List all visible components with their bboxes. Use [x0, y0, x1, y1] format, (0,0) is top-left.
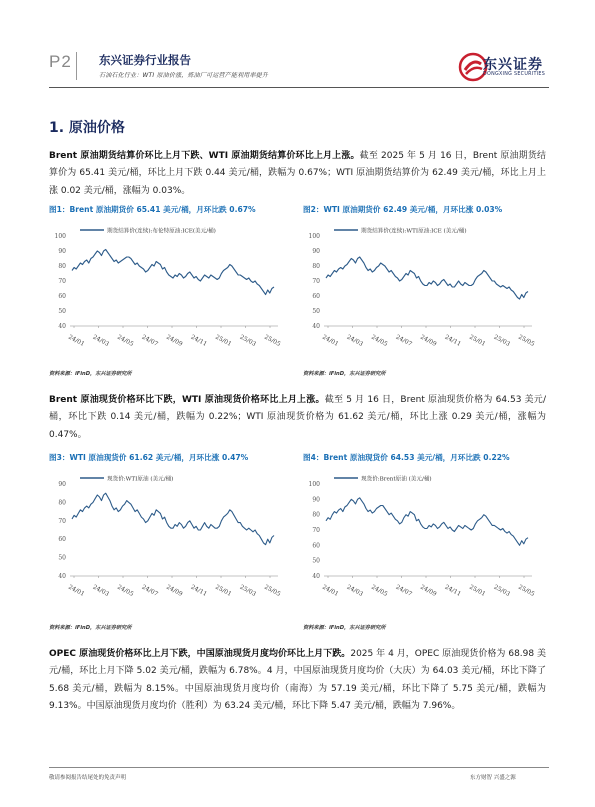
y-tick-label: 40 — [312, 573, 320, 580]
y-tick-label: 70 — [58, 278, 66, 285]
chart-brent-spot — [298, 470, 546, 612]
logo-en-text: DONGXING SECURITIES — [483, 72, 546, 77]
figure-3-source: 资料来源：iFinD，东兴证券研究所 — [49, 625, 132, 631]
legend-label: 期货结算价(连续):布伦特原油:ICE(美元/桶) — [107, 228, 216, 235]
logo-cn-text: 东兴证券 — [483, 57, 543, 73]
x-tick-label: 24/09 — [165, 583, 184, 598]
x-tick-label: 24/07 — [140, 583, 160, 598]
figure-1-source: 资料来源：iFinD，东兴证券研究所 — [49, 371, 132, 377]
chart-wti-futures — [298, 222, 546, 362]
figure-4-source: 资料来源：iFinD，东兴证券研究所 — [303, 625, 386, 631]
x-tick-label: 24/11 — [189, 333, 209, 348]
x-tick-label: 24/01 — [321, 333, 340, 348]
y-tick-label: 90 — [312, 496, 320, 504]
y-tick-label: 80 — [58, 499, 66, 507]
y-tick-label: 100 — [308, 481, 320, 488]
x-tick-label: 24/09 — [419, 583, 438, 598]
x-tick-label: 24/07 — [394, 333, 414, 348]
y-tick-label: 100 — [308, 233, 320, 240]
figure-4-title: 图4：Brent 原油现货价 64.53 美元/桶，月环比跌 0.22% — [303, 453, 510, 462]
y-tick-label: 50 — [312, 557, 320, 565]
y-tick-label: 80 — [312, 263, 320, 270]
header-divider — [76, 52, 77, 80]
chart-wti-spot — [44, 470, 292, 612]
report-title: 东兴证券行业报告 — [99, 53, 191, 67]
x-tick-label: 24/01 — [67, 583, 86, 598]
figure-2-title: 图2：WTI 原油期货价 62.49 美元/桶，月环比涨 0.03% — [303, 205, 503, 214]
report-subtitle: 石油石化行业：WTI 原油价涨，炼油厂可运营产能利用率提升 — [99, 72, 269, 79]
y-tick-label: 60 — [312, 542, 320, 550]
x-tick-label: 24/01 — [67, 333, 86, 348]
y-tick-label: 90 — [58, 248, 66, 255]
y-tick-label: 60 — [58, 536, 66, 544]
chart-brent-futures — [44, 222, 292, 362]
x-tick-label: 24/07 — [394, 583, 414, 598]
x-tick-label: 25/03 — [492, 583, 512, 598]
x-tick-label: 24/03 — [345, 583, 365, 598]
x-tick-label: 24/05 — [370, 333, 389, 348]
footer-disclaimer: 敬请参阅报告结尾处的免责声明 — [49, 775, 127, 781]
y-tick-label: 50 — [312, 308, 320, 315]
paragraph-lead: OPEC 原油现货价格环比上月下跌，中国原油现货月度均价环比上月下跌。 — [49, 649, 351, 659]
x-tick-label: 25/05 — [517, 583, 536, 598]
footer-slogan: 东方财智 兴盛之源 — [470, 775, 516, 781]
y-tick-label: 40 — [58, 323, 66, 330]
x-tick-label: 24/03 — [91, 583, 111, 598]
x-tick-label: 25/01 — [468, 583, 487, 598]
x-tick-label: 24/03 — [91, 333, 111, 348]
y-tick-label: 70 — [58, 517, 66, 525]
page-number: P2 — [49, 52, 72, 71]
legend-label: 现货价:WTI原油 (美元/桶) — [107, 476, 174, 483]
x-tick-label: 24/05 — [116, 333, 135, 348]
paragraph-lead: Brent 原油期货结算价环比上月下跌、WTI 原油期货结算价环比上月上涨。 — [49, 151, 360, 161]
x-tick-label: 25/05 — [263, 583, 282, 598]
x-tick-label: 25/03 — [238, 333, 258, 348]
y-tick-label: 90 — [312, 248, 320, 255]
x-tick-label: 24/03 — [345, 333, 365, 348]
series-line — [326, 257, 528, 299]
x-tick-label: 25/03 — [492, 333, 512, 348]
y-tick-label: 40 — [58, 573, 66, 580]
y-tick-label: 80 — [58, 263, 66, 270]
y-tick-label: 90 — [58, 481, 66, 488]
header-rule — [49, 87, 549, 88]
x-tick-label: 24/05 — [370, 583, 389, 598]
paragraph-body: 截至 5 月 16 日，Brent 原油现货价格为 64.53 美元/桶，环比下跌 0.14 美元/桶，跌幅为 0.22%；WTI 原油现货价格为 61.62 美元/桶，环比上涨 0.29 美元/桶，涨幅为 0.47%。 — [49, 395, 547, 440]
series-line — [72, 493, 274, 545]
figure-3-title: 图3：WTI 原油现货价 61.62 美元/桶，月环比涨 0.47% — [49, 453, 249, 462]
x-tick-label: 25/01 — [214, 333, 233, 348]
y-tick-label: 60 — [58, 293, 66, 300]
y-tick-label: 50 — [58, 554, 66, 562]
figure-1-title: 图1：Brent 原油期货价 65.41 美元/桶，月环比跌 0.67% — [49, 205, 256, 214]
x-tick-label: 24/01 — [321, 583, 340, 598]
x-tick-label: 25/05 — [263, 333, 282, 348]
paragraph-body: 2025 年 4 月，OPEC 原油现货价格为 68.98 美元/桶，环比上月下降 5.02 美元/桶，跌幅为 6.78%。4 月，中国原油现货月度均价（大庆）为 64.03 美元/桶，环比下降了 5.68 美元/桶，跌幅为 8.15%。中国原油现货月度均价（南海）为 57.19 美元/桶，环比下降了 5.75 美元/桶，跌幅为 9.13%。中国原油现货月度均价（胜利）为 63.24 美元/桶，环比下降 5.47 美元/桶，跌幅为 7.96%。 — [49, 649, 547, 712]
x-tick-label: 24/11 — [189, 583, 209, 598]
y-tick-label: 70 — [312, 527, 320, 534]
legend-label: 期货结算价(连续):WTI原油:ICE (美元/桶) — [361, 228, 467, 235]
x-tick-label: 24/11 — [443, 583, 463, 598]
y-tick-label: 40 — [312, 323, 320, 330]
paragraph-lead: Brent 原油现货价格环比下跌，WTI 原油现货价格环比上月上涨。 — [49, 395, 325, 405]
y-tick-label: 60 — [312, 293, 320, 300]
paragraph-futures — [49, 148, 546, 200]
y-tick-label: 100 — [54, 233, 66, 240]
footer-rule — [49, 767, 549, 768]
section-title: 1. 原油价格 — [49, 120, 125, 136]
x-tick-label: 25/03 — [238, 583, 258, 598]
series-line — [72, 250, 274, 295]
x-tick-label: 24/09 — [419, 333, 438, 348]
x-tick-label: 24/07 — [140, 333, 160, 348]
series-line — [326, 498, 528, 546]
x-tick-label: 25/01 — [214, 583, 233, 598]
figure-2-source: 资料来源：iFinD，东兴证券研究所 — [303, 371, 386, 377]
paragraph-body: 截至 2025 年 5 月 16 日，Brent 原油期货结算价为 65.41 美元/桶，环比上月下跌 0.44 美元/桶，跌幅为 0.67%；WTI 原油期货结算价为 62.49 美元/桶，环比上月上涨 0.02 美元/桶，涨幅为 0.03%。 — [49, 151, 546, 196]
paragraph-opec-china — [49, 646, 546, 716]
y-tick-label: 80 — [312, 511, 320, 519]
x-tick-label: 24/11 — [443, 333, 463, 348]
x-tick-label: 24/09 — [165, 333, 184, 348]
y-tick-label: 70 — [312, 278, 320, 285]
x-tick-label: 24/05 — [116, 583, 135, 598]
y-tick-label: 50 — [58, 308, 66, 315]
x-tick-label: 25/05 — [517, 333, 536, 348]
legend-label: 现货价:Brent原油 (美元/桶) — [361, 476, 432, 483]
paragraph-spot — [49, 392, 546, 444]
x-tick-label: 25/01 — [468, 333, 487, 348]
